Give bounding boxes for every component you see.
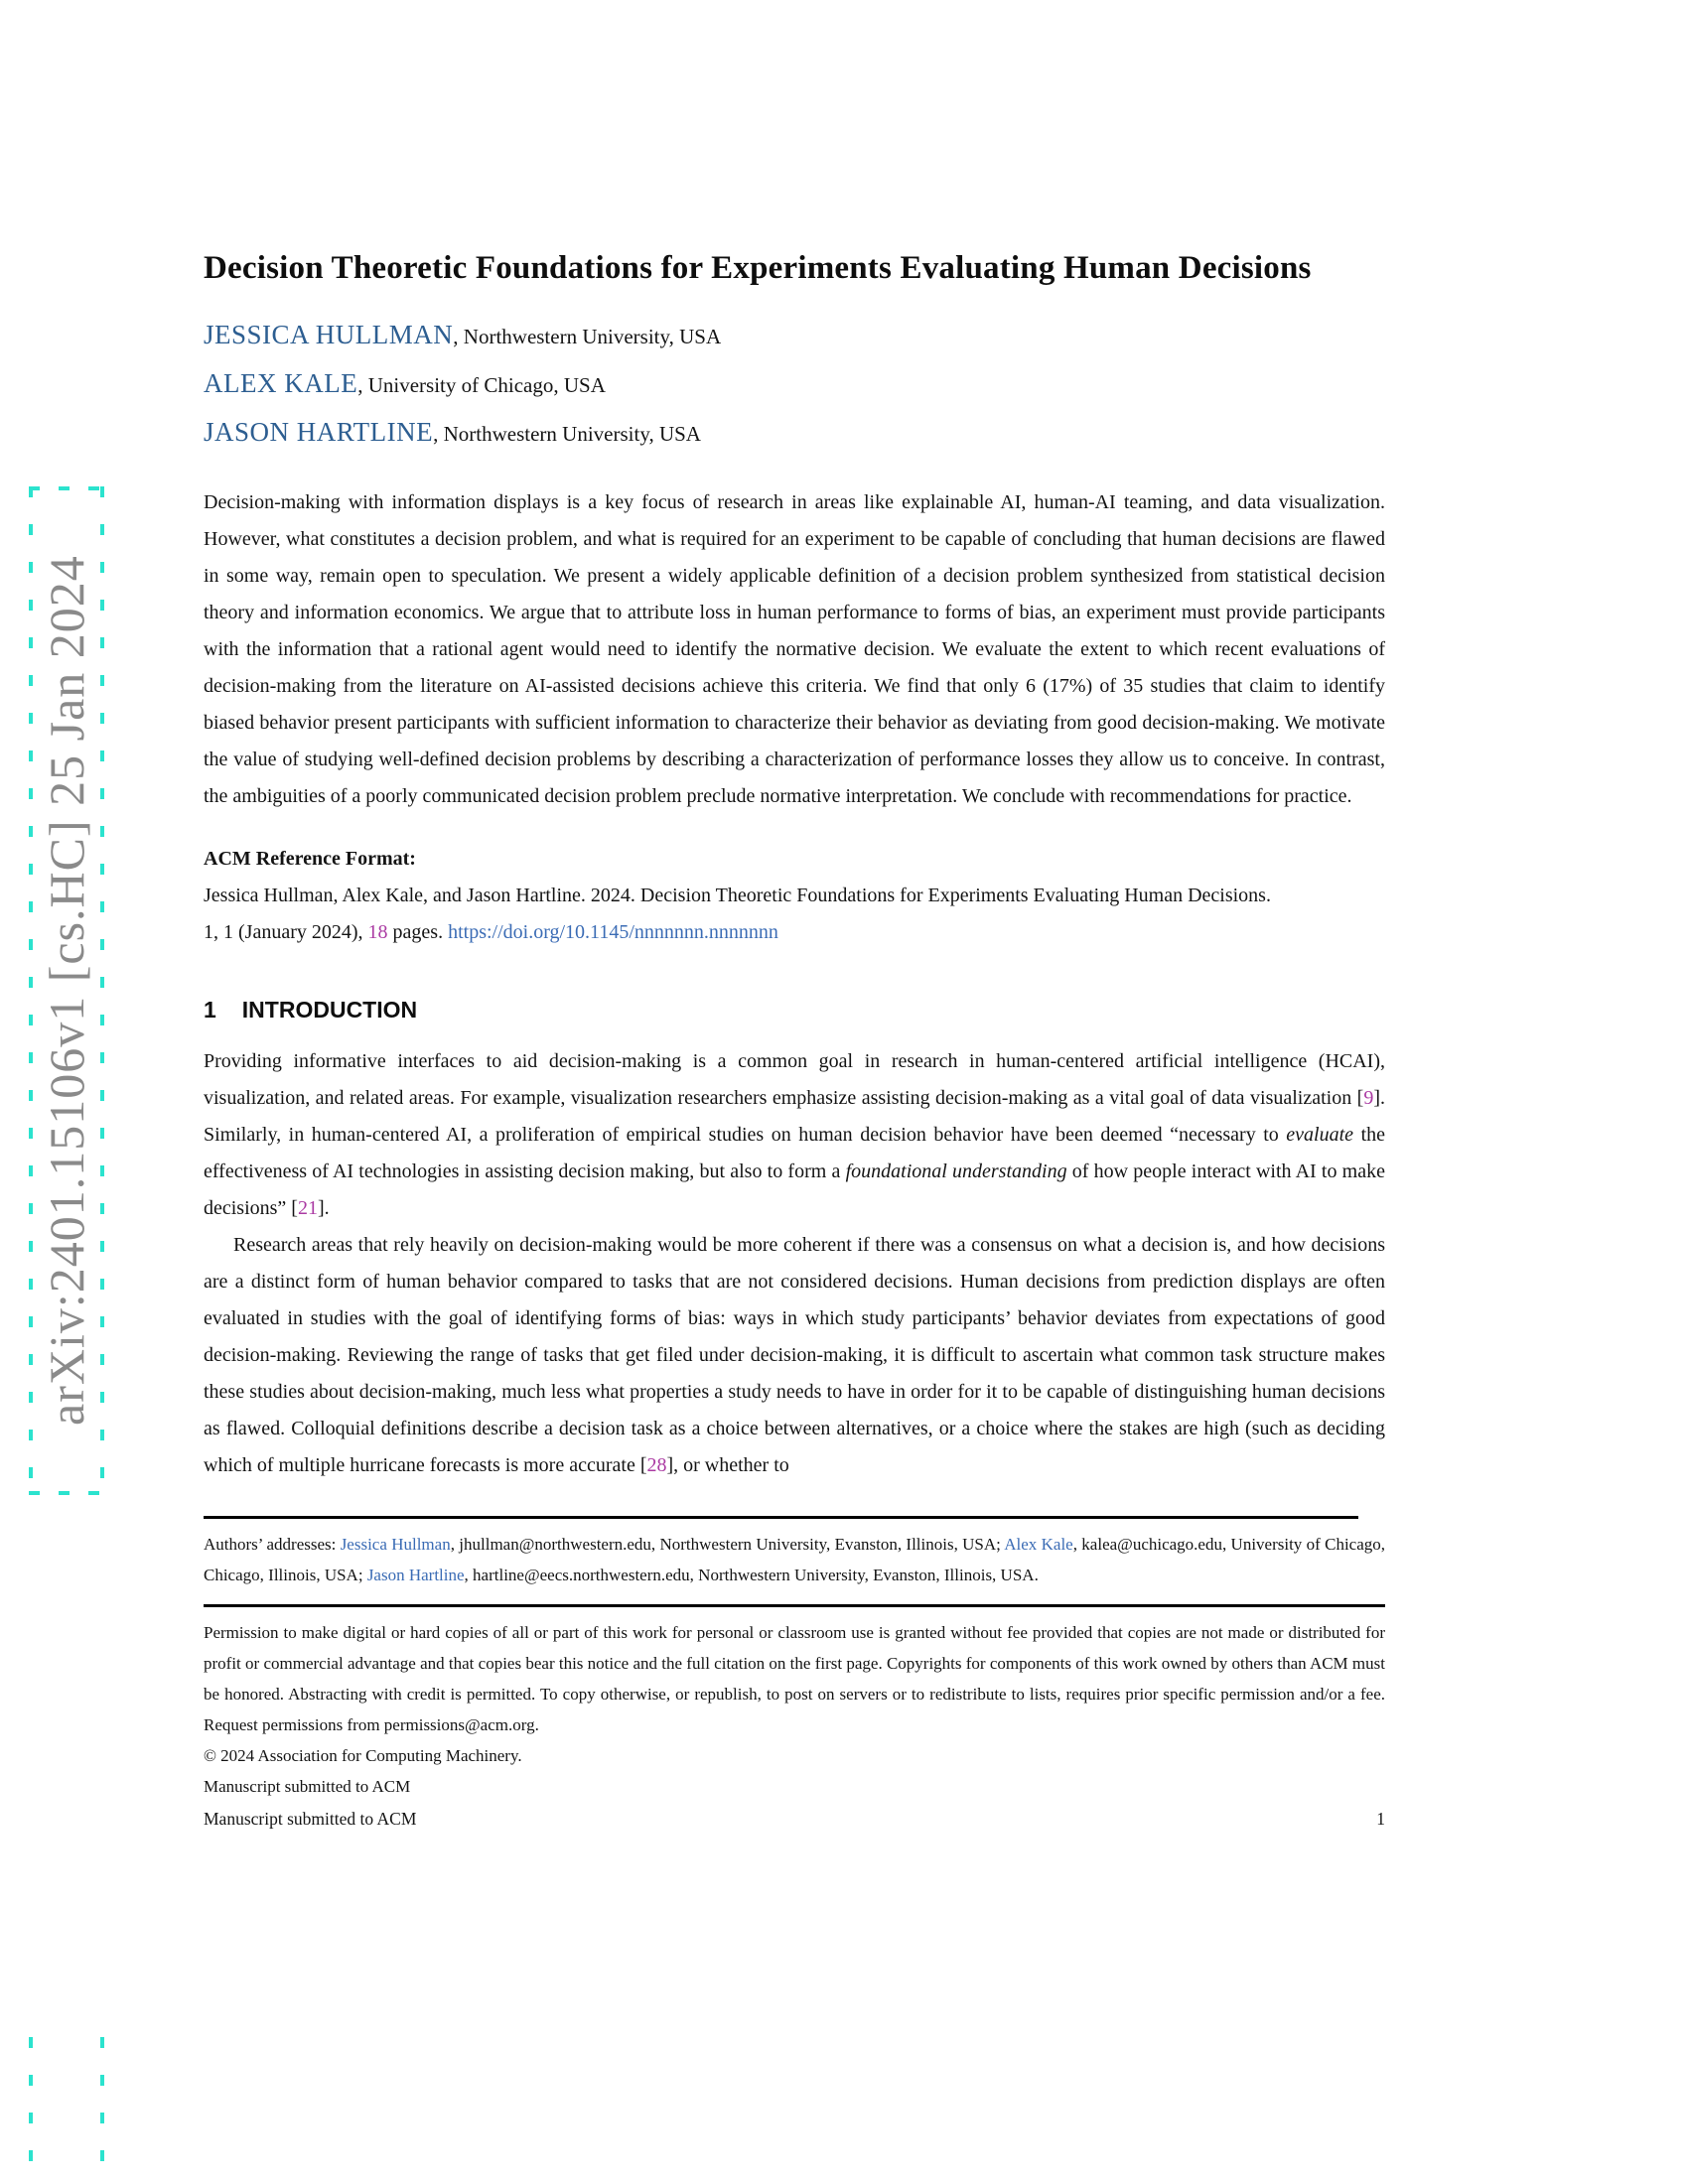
arxiv-banner-text: arXiv:2401.15106v1 [cs.HC] 25 Jan 2024 <box>39 555 94 1427</box>
footer-manuscript-text: Manuscript submitted to ACM <box>204 1809 417 1829</box>
paragraph-text: ]. Similarly, in human-centered AI, a proliferation of empirical studies on human decision behavior have been deemed “necessary to <box>204 1087 1385 1146</box>
emphasis-foundational-understanding: foundational understanding <box>845 1160 1067 1182</box>
page-number: 1 <box>1376 1809 1385 1829</box>
doi-link[interactable]: https://doi.org/10.1145/nnnnnnn.nnnnnnn <box>448 921 778 943</box>
author-line <box>204 361 1385 410</box>
text-column <box>204 0 1385 1802</box>
author-affiliation: , Northwestern University, USA <box>453 325 722 348</box>
paragraph-text: Providing informative interfaces to aid decision-making is a common goal in research in human-centered artificial intelligence (HCAI), visualization, and related areas. For example, visualization researchers emphasize assisting decision-making as a vital goal of data visualization [ <box>204 1050 1385 1109</box>
intro-paragraph-1 <box>204 1043 1385 1227</box>
paragraph-text: ]. <box>317 1197 330 1219</box>
footnote-text: , jhullman@northwestern.edu, Northwestern University, Evanston, Illinois, USA; <box>450 1535 1005 1554</box>
author-name-link[interactable]: JESSICA HULLMAN <box>204 320 454 349</box>
pages-count-link[interactable]: 18 <box>367 921 388 943</box>
footnote-text: , kalea@uchicago.edu, University of Chicago, Chicago, Illinois, USA; <box>204 1535 1386 1584</box>
paragraph-text: Research areas that rely heavily on decision-making would be more coherent if there was a consensus on what a decision is, and how decisions are a distinct form of human behavior compared to tasks that are not considered decisions. Human decisions from prediction displays are often evaluated in studies with the goal of identifying forms of bias: ways in which study participants’ behavior deviates from expectations of good decision-making. Reviewing the range of tasks that get filed under decision-making, it is difficult to ascertain what common task structure makes these studies about decision-making, much less what properties a study needs to have in order for it to be capable of distinguishing human decisions as flawed. Colloquial definitions describe a decision task as a choice between alternatives, or a choice where the stakes are high (such as deciding which of multiple hurricane forecasts is more accurate [ <box>204 1234 1385 1476</box>
author-link-jason-hartline[interactable]: Jason Hartline <box>366 1566 465 1584</box>
author-line <box>204 313 1385 361</box>
author-affiliation: , University of Chicago, USA <box>357 373 606 397</box>
author-name-link[interactable]: JASON HARTLINE <box>204 417 434 447</box>
page-footer <box>204 1809 1385 1830</box>
citation-link-28[interactable]: 28 <box>646 1454 667 1476</box>
author-link-alex-kale[interactable]: Alex Kale <box>1004 1535 1073 1554</box>
permission-rule <box>204 1604 1385 1607</box>
author-block <box>204 313 1385 459</box>
footnote-text: Authors’ addresses: <box>204 1535 341 1554</box>
footnote-rule <box>204 1516 1358 1519</box>
acm-reference-heading: ACM Reference Format: <box>204 848 416 870</box>
copyright-line: © 2024 Association for Computing Machinery. <box>204 1746 522 1765</box>
manuscript-note: Manuscript submitted to ACM <box>204 1777 411 1796</box>
paper-title: Decision Theoretic Foundations for Experiments Evaluating Human Decisions <box>204 250 1312 286</box>
section-heading-introduction <box>204 997 1385 1024</box>
abstract-paragraph: Decision-making with information displays is a key focus of research in areas like explainable AI, human-AI teaming, and data visualization. However, what constitutes a decision problem, and what is required for an experiment to be capable of concluding that human decisions are flawed in some way, remain open to speculation. We present a widely applicable definition of a decision problem synthesized from statistical decision theory and information economics. We argue that to attribute loss in human performance to forms of bias, an experiment must provide participants with the information that a rational agent would need to identify the normative decision. We evaluate the extent to which recent evaluations of decision-making from the literature on AI-assisted decisions achieve this criteria. We find that only 6 (17%) of 35 studies that claim to identify biased behavior present participants with sufficient information to characterize their behavior as deviating from good decision-making. We motivate the value of studying well-defined decision problems by describing a characterization of performance losses they allow us to conceive. In contrast, the ambiguities of a poorly communicated decision problem preclude normative interpretation. We conclude with recommendations for practice. <box>204 491 1385 807</box>
section-number: 1 <box>204 997 216 1023</box>
citation-link-9[interactable]: 9 <box>1363 1087 1374 1109</box>
paragraph-text: ], or whether to <box>666 1454 789 1476</box>
citation-link-21[interactable]: 21 <box>297 1197 318 1219</box>
author-affiliation: , Northwestern University, USA <box>433 422 701 446</box>
author-line <box>204 410 1385 459</box>
dashed-border-next-left <box>29 2037 33 2184</box>
section-title: INTRODUCTION <box>241 997 418 1023</box>
acm-reference-line1: Jessica Hullman, Alex Kale, and Jason Hartline. 2024. Decision Theoretic Foundations for Experiments Evaluating Human Decisions. <box>204 885 1271 906</box>
acm-reference-volume-text: 1, 1 (January 2024), <box>204 921 368 943</box>
author-link-jessica-hullman[interactable]: Jessica Hullman <box>340 1535 451 1554</box>
intro-paragraph-2 <box>204 1227 1385 1484</box>
footnote-text: , hartline@eecs.northwestern.edu, Northwestern University, Evanston, Illinois, USA. <box>464 1566 1039 1584</box>
acm-reference-line2 <box>204 914 1385 951</box>
emphasis-evaluate: evaluate <box>1286 1124 1354 1146</box>
paragraph-text: of how people interact with AI to make decisions” [ <box>204 1160 1385 1219</box>
paragraph-text: the effectiveness of AI technologies in assisting decision making, but also to form a <box>204 1124 1385 1182</box>
permission-note: Permission to make digital or hard copies of all or part of this work for personal or classroom use is granted without fee provided that copies are not made or distributed for profit or commercial advantage and that copies bear this notice and the full citation on the first page. Copyrights for components of this work owned by others than ACM must be honored. Abstracting with credit is permitted. To copy otherwise, or republish, to post on servers or to redistribute to lists, requires prior specific permission and/or a fee. Request permissions from permissions@acm.org. <box>204 1623 1385 1734</box>
dashed-border-next-right <box>100 2037 104 2184</box>
author-name-link[interactable]: ALEX KALE <box>204 368 358 398</box>
authors-addresses-note <box>204 1529 1385 1590</box>
acm-reference-pages-text: pages. <box>387 921 449 943</box>
